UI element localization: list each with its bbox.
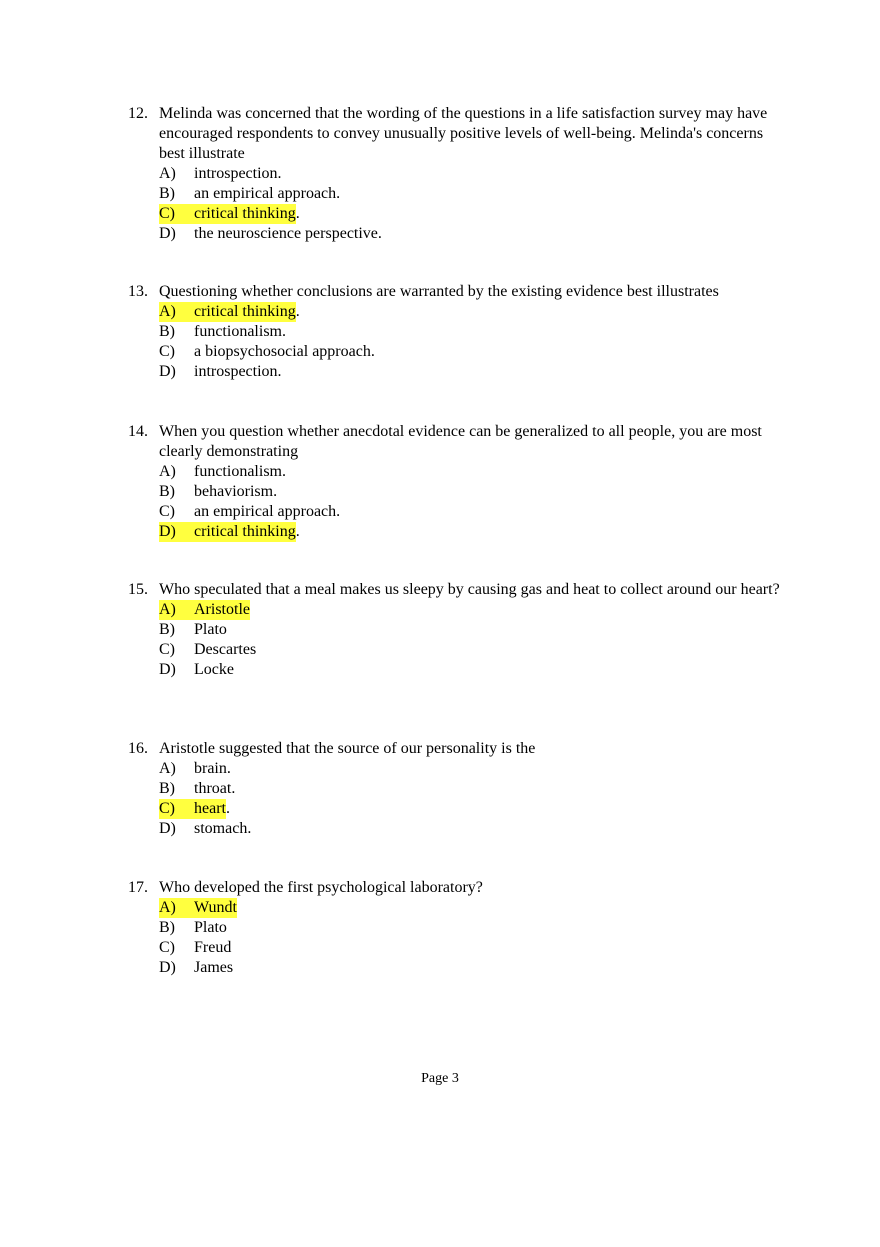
question-number: 15. (128, 581, 148, 598)
option-c: C) an empirical approach. (159, 503, 341, 520)
question-number: 17. (128, 879, 148, 896)
question-text: Melinda was concerned that the wording of the questions in a life satisfaction survey may have encouraged respondents to convey unusually positive levels of well-being. Melinda's concerns best illustrate (159, 105, 768, 162)
option-d: D) Locke (159, 661, 234, 678)
option-b: B) behaviorism. (159, 483, 278, 500)
option-b: B) an empirical approach. (159, 185, 341, 202)
option-b: B) functionalism. (159, 323, 286, 340)
question-text: Who developed the first psychological laboratory? (159, 879, 483, 896)
question-number: 13. (128, 283, 148, 300)
option-a-correct: A) critical thinking . (159, 303, 300, 320)
option-b: B) Plato (159, 919, 227, 936)
question-text: Who speculated that a meal makes us sleepy by causing gas and heat to collect around our heart? (159, 581, 780, 598)
question-14 (128, 422, 788, 542)
option-a-correct (159, 600, 788, 620)
question-17 (128, 878, 788, 978)
question-number: 12. (128, 105, 148, 122)
option-d: D) stomach. (159, 820, 252, 837)
option-c: C) a biopsychosocial approach. (159, 343, 375, 360)
question-text: When you question whether anecdotal evidence can be generalized to all people, you are most clearly demonstrating (159, 423, 762, 460)
question-text: Questioning whether conclusions are warranted by the existing evidence best illustrates (159, 283, 719, 300)
answer-highlight: D) critical thinking (159, 523, 296, 540)
option-d: D) introspection. (159, 363, 282, 380)
option-b: B) Plato (159, 621, 227, 638)
answer-highlight: A) Aristotle (159, 601, 250, 618)
option-c: C) Descartes (159, 641, 257, 658)
question-number: 14. (128, 423, 148, 440)
answer-highlight: C) heart (159, 800, 226, 817)
option-a: A) brain. (159, 760, 231, 777)
option-d: D) James (159, 959, 234, 976)
question-number: 16. (128, 740, 148, 757)
answer-highlight: C) critical thinking (159, 205, 296, 222)
option-a: A) introspection. (159, 165, 282, 182)
option-d: D) the neuroscience perspective. (159, 225, 382, 242)
question-16 (128, 739, 788, 839)
option-d-correct: D) critical thinking . (159, 523, 300, 540)
option-c-correct: C) critical thinking . (159, 205, 300, 222)
answer-highlight: A) critical thinking (159, 303, 296, 320)
question-text: Aristotle suggested that the source of our personality is the (159, 740, 536, 757)
page-number: Page 3 (421, 1071, 459, 1086)
option-c-correct: C) heart . (159, 800, 230, 817)
option-b: B) throat. (159, 780, 236, 797)
question-12 (128, 104, 788, 244)
option-c: C) Freud (159, 939, 232, 956)
option-a-correct (159, 898, 788, 918)
option-a: A) functionalism. (159, 463, 286, 480)
question-13 (128, 282, 788, 382)
question-15 (128, 580, 788, 680)
answer-highlight: A) Wundt (159, 899, 237, 916)
